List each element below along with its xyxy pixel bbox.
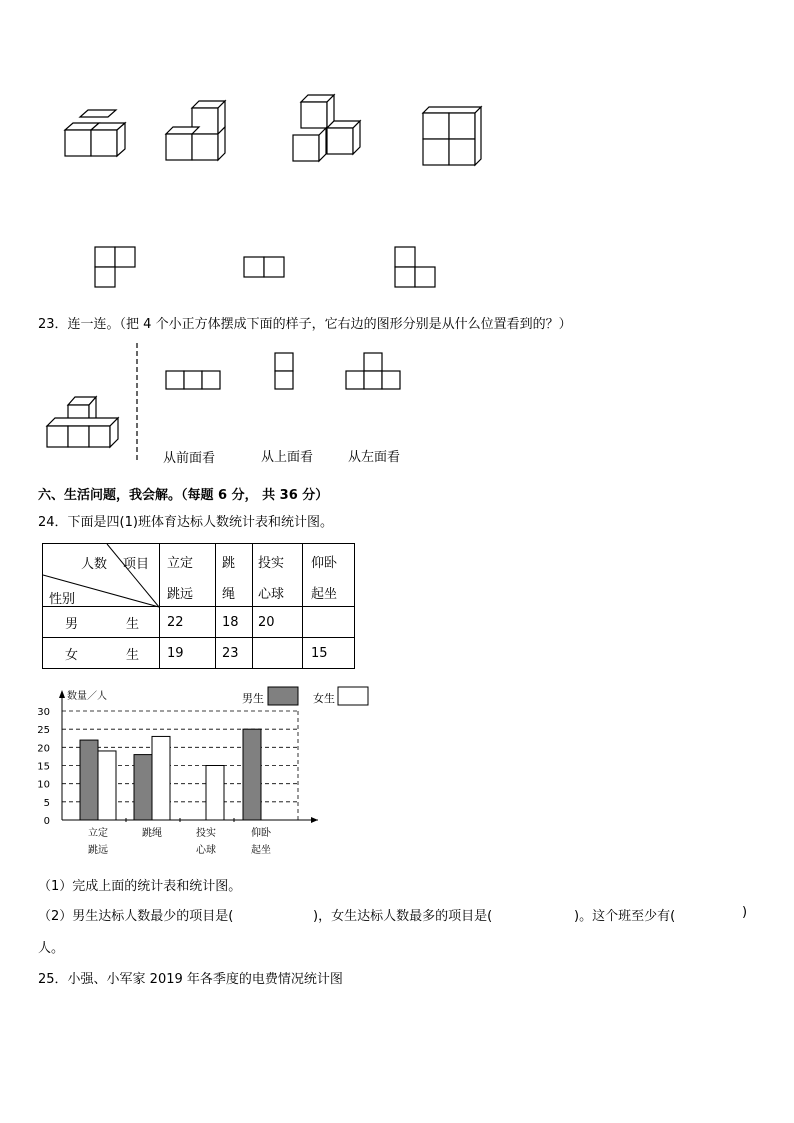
row-label-boys: 男 生 (43, 607, 160, 638)
y-tick-label: 5 (43, 797, 50, 809)
cube-figure-2 (166, 101, 225, 160)
y-tick-label: 20 (37, 743, 50, 755)
legend-swatch-girls (338, 687, 368, 705)
q25-text: 25．小强、小军家 2019 年各季度的电费情况统计图 (38, 972, 343, 987)
q24-part2-d: ) (742, 905, 748, 920)
col-header-1: 立定 跳远 (160, 544, 216, 607)
cell (253, 638, 303, 669)
cell: 15 (303, 638, 355, 669)
q23-cube-figure (47, 397, 118, 447)
cube-figure-3 (293, 95, 360, 161)
bar-girls (206, 766, 224, 821)
bar-boys (243, 729, 261, 820)
view-label-top: 从上面看 (261, 450, 314, 465)
view-shape-1 (95, 247, 135, 287)
q24-text: 24．下面是四(1)班体育达标人数统计表和统计图。 (38, 515, 333, 530)
q24-part2-b: )，女生达标人数最多的项目是( (313, 909, 493, 924)
y-tick-label: 15 (37, 761, 50, 773)
cell: 23 (216, 638, 253, 669)
cell: 20 (253, 607, 303, 638)
row-label-girls: 女 生 (43, 638, 160, 669)
legend-swatch-boys (268, 687, 298, 705)
cell: 22 (160, 607, 216, 638)
legend-label-girls: 女生 (313, 692, 335, 705)
q23-view-1 (166, 371, 220, 389)
y-tick-label: 30 (37, 707, 50, 718)
cube-figure-4 (423, 107, 481, 165)
cell: 18 (216, 607, 253, 638)
q24-part2-c: )。这个班至少有( (574, 909, 676, 924)
y-axis-arrow (59, 690, 65, 698)
x-tick-label: 起坐 (251, 845, 271, 856)
q23-view-2 (275, 353, 293, 389)
y-tick-label: 0 (43, 816, 50, 827)
table-row-boys (43, 607, 355, 638)
view-shape-3 (395, 247, 435, 287)
stat-table (42, 543, 355, 669)
bar-girls (98, 751, 116, 820)
bar-boys (134, 755, 152, 820)
y-tick-label: 25 (37, 725, 50, 737)
cell (303, 607, 355, 638)
bar-boys (80, 740, 98, 820)
cube-figures-top (0, 0, 794, 300)
x-tick-label: 仰卧 (251, 828, 271, 839)
table-corner-cell (43, 544, 160, 607)
x-tick-label: 跳绳 (142, 828, 162, 839)
y-tick-label: 10 (37, 779, 50, 791)
corner-top-left: 人数 (81, 557, 108, 572)
x-tick-label: 跳远 (88, 845, 108, 856)
y-axis-label: 数量／人 (67, 691, 107, 702)
answer-blank-3[interactable] (684, 905, 742, 921)
corner-bottom-left: 性别 (49, 592, 76, 607)
legend-label-boys: 男生 (242, 692, 264, 705)
cube-figure-1 (65, 110, 125, 156)
corner-top-right: 项目 (123, 557, 150, 572)
q24-part2-a: （2）男生达标人数最少的项目是( (38, 909, 234, 924)
view-label-left: 从左面看 (348, 450, 401, 465)
q24-part2-e: 人。 (38, 941, 65, 956)
col-header-2: 跳 绳 (216, 544, 253, 607)
section-6-heading: 六、生活问题，我会解。（每题 6 分， 共 36 分） (38, 488, 329, 503)
col-header-4: 仰卧 起坐 (303, 544, 355, 607)
table-row-girls (43, 638, 355, 669)
q23-view-3 (346, 353, 400, 389)
answer-blank-2[interactable] (508, 905, 574, 921)
q23-text: 23．连一连。（把 4 个小正方体摆成下面的样子，它右边的图形分别是从什么位置看到的？） (38, 317, 572, 332)
q24-part1: （1）完成上面的统计表和统计图。 (38, 879, 242, 894)
x-tick-label: 立定 (88, 828, 108, 839)
view-label-front: 从前面看 (163, 451, 216, 466)
answer-blank-1[interactable] (247, 905, 313, 921)
view-shape-2 (244, 257, 284, 277)
x-tick-label: 心球 (196, 845, 216, 856)
x-axis-arrow (311, 817, 318, 823)
bar-girls (152, 736, 170, 820)
col-header-3: 投实 心球 (253, 544, 303, 607)
cell: 19 (160, 638, 216, 669)
bar-chart (0, 680, 794, 860)
x-tick-label: 投实 (196, 828, 216, 839)
